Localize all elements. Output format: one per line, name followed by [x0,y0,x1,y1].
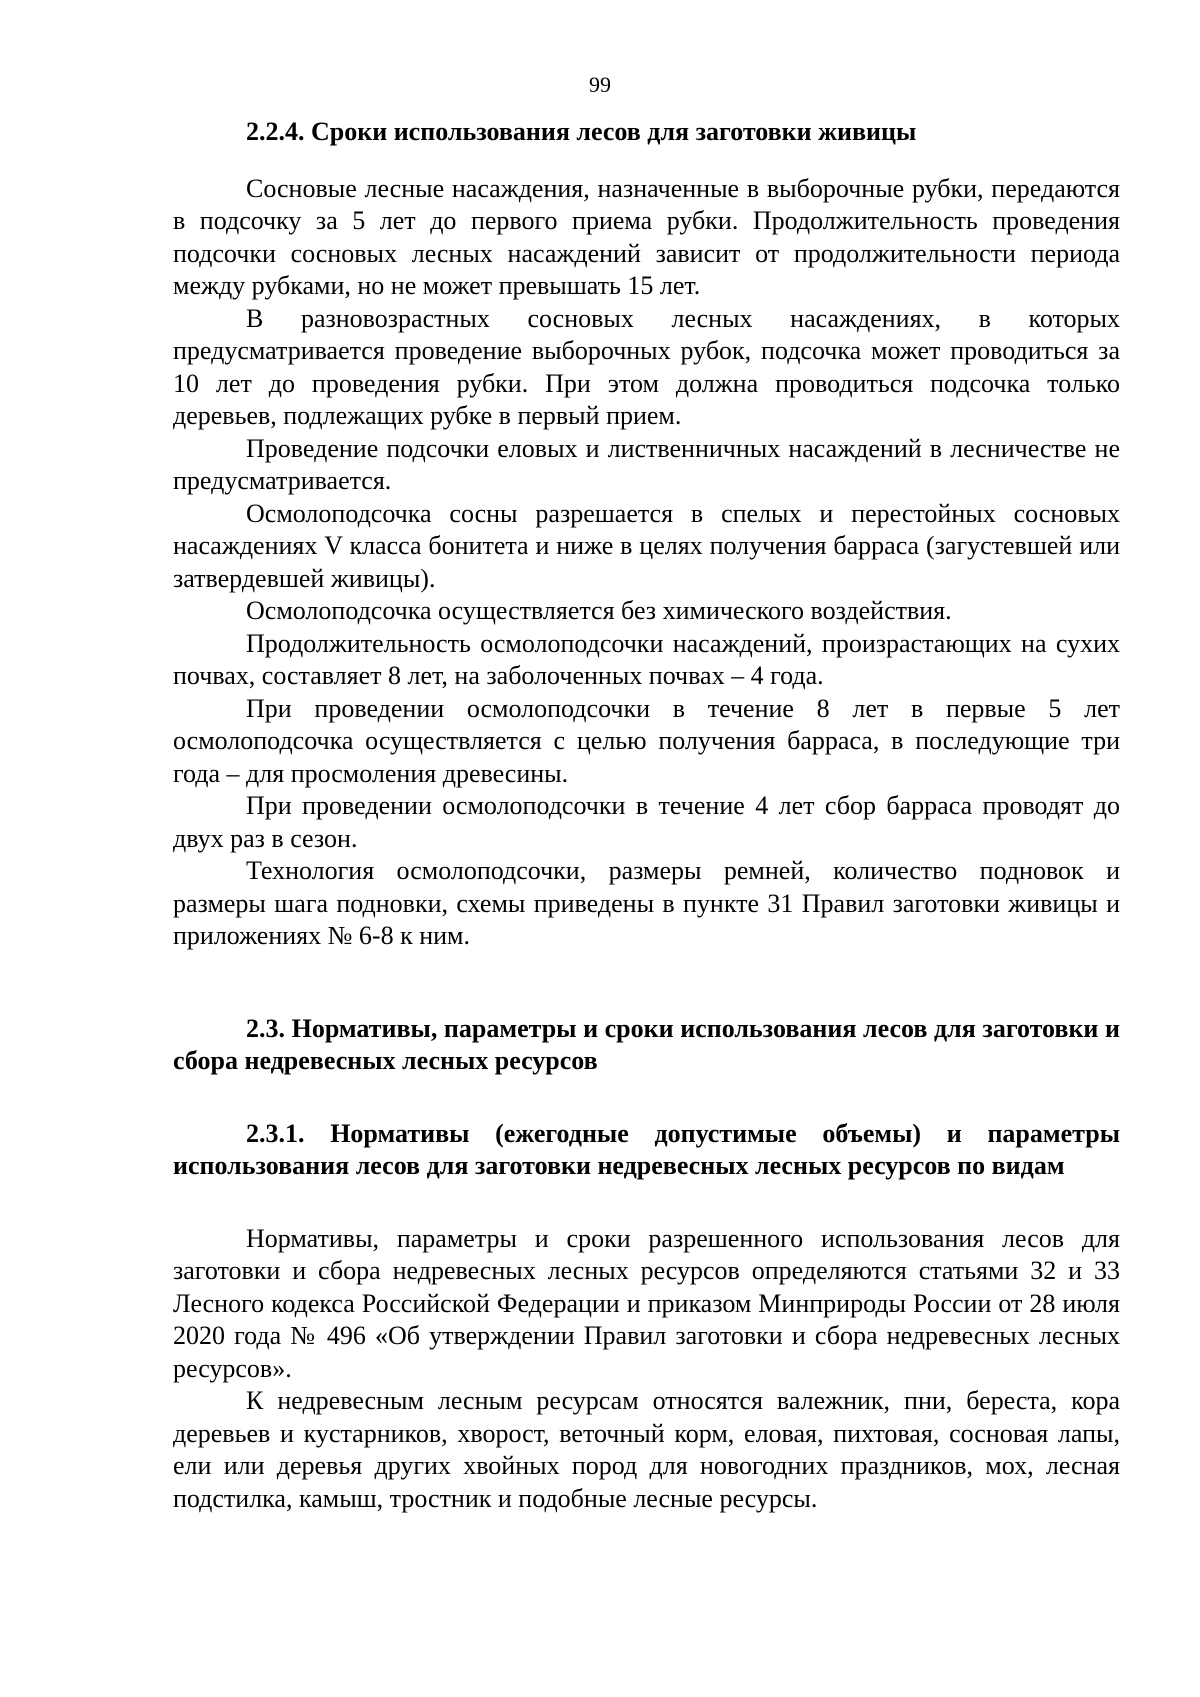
paragraph: Осмолоподсочка осуществляется без химического воздействия. [246,596,952,625]
paragraph: При проведении осмолоподсочки в течение 4 лет сбор барраса проводят до двух раз в сезон. [173,791,1120,853]
section-heading-2-3: 2.3. Нормативы, параметры и сроки использования лесов для заготовки и сбора недревесных лесных ресурсов [173,1013,1120,1075]
paragraph: Осмолоподсочка сосны разрешается в спелых и перестойных сосновых насаждениях V класса бонитета и ниже в целях получения барраса (загустевшей или затвердевшей живицы). [173,498,1120,593]
page-number: 99 [589,72,611,97]
paragraph: Сосновые лесные насаждения, назначенные в выборочные рубки, передаются в подсочку за 5 лет до первого приема рубки. Продолжительность проведения подсочки сосновых лесных насаждений зависит от продолжительности периода между рубками, но не может превышать 15 лет. [173,173,1120,300]
paragraph: Нормативы, параметры и сроки разрешенного использования лесов для заготовки и сбора недревесных лесных ресурсов определяются статьями 32 и 33 Лесного кодекса Российской Федерации и приказом Минприроды России от 28 июля 2020 года № 496 «Об утверждении Правил заготовки и сбора недревесных лесных ресурсов». [173,1223,1120,1383]
paragraph: В разновозрастных сосновых лесных насаждениях, в которых предусматривается проведение выборочных рубок, подсочка может проводиться за 10 лет до проведения рубки. При этом должна проводиться подсочка только деревьев, подлежащих рубке в первый прием. [173,303,1120,430]
paragraph: К недревесным лесным ресурсам относятся валежник, пни, береста, кора деревьев и кустарников, хворост, веточный корм, еловая, пихтовая, сосновая лапы, ели или деревья других хвойных пород для новогодних праздников, мох, лесная подстилка, камыш, тростник и подобные лесные ресурсы. [173,1386,1120,1513]
paragraph: Технология осмолоподсочки, размеры ремней, количество подновок и размеры шага подновки, схемы приведены в пункте 31 Правил заготовки живицы и приложениях № 6-8 к ним. [173,856,1120,950]
paragraph: Проведение подсочки еловых и лиственничных насаждений в лесничестве не предусматривается. [173,433,1120,495]
paragraph: Продолжительность осмолоподсочки насаждений, произрастающих на сухих почвах, составляет 8 лет, на заболоченных почвах – 4 года. [173,628,1120,690]
section-heading-2-2-4: 2.2.4. Сроки использования лесов для заготовки живицы [246,117,917,146]
page-content [173,116,1120,1515]
section-heading-2-3-1: 2.3.1. Нормативы (ежегодные допустимые объемы) и параметры использования лесов для заготовки недревесных лесных ресурсов по видам [173,1118,1120,1180]
paragraph: При проведении осмолоподсочки в течение 8 лет в первые 5 лет осмолоподсочка осуществляется с целью получения барраса, в последующие три года – для просмоления древесины. [173,693,1120,788]
